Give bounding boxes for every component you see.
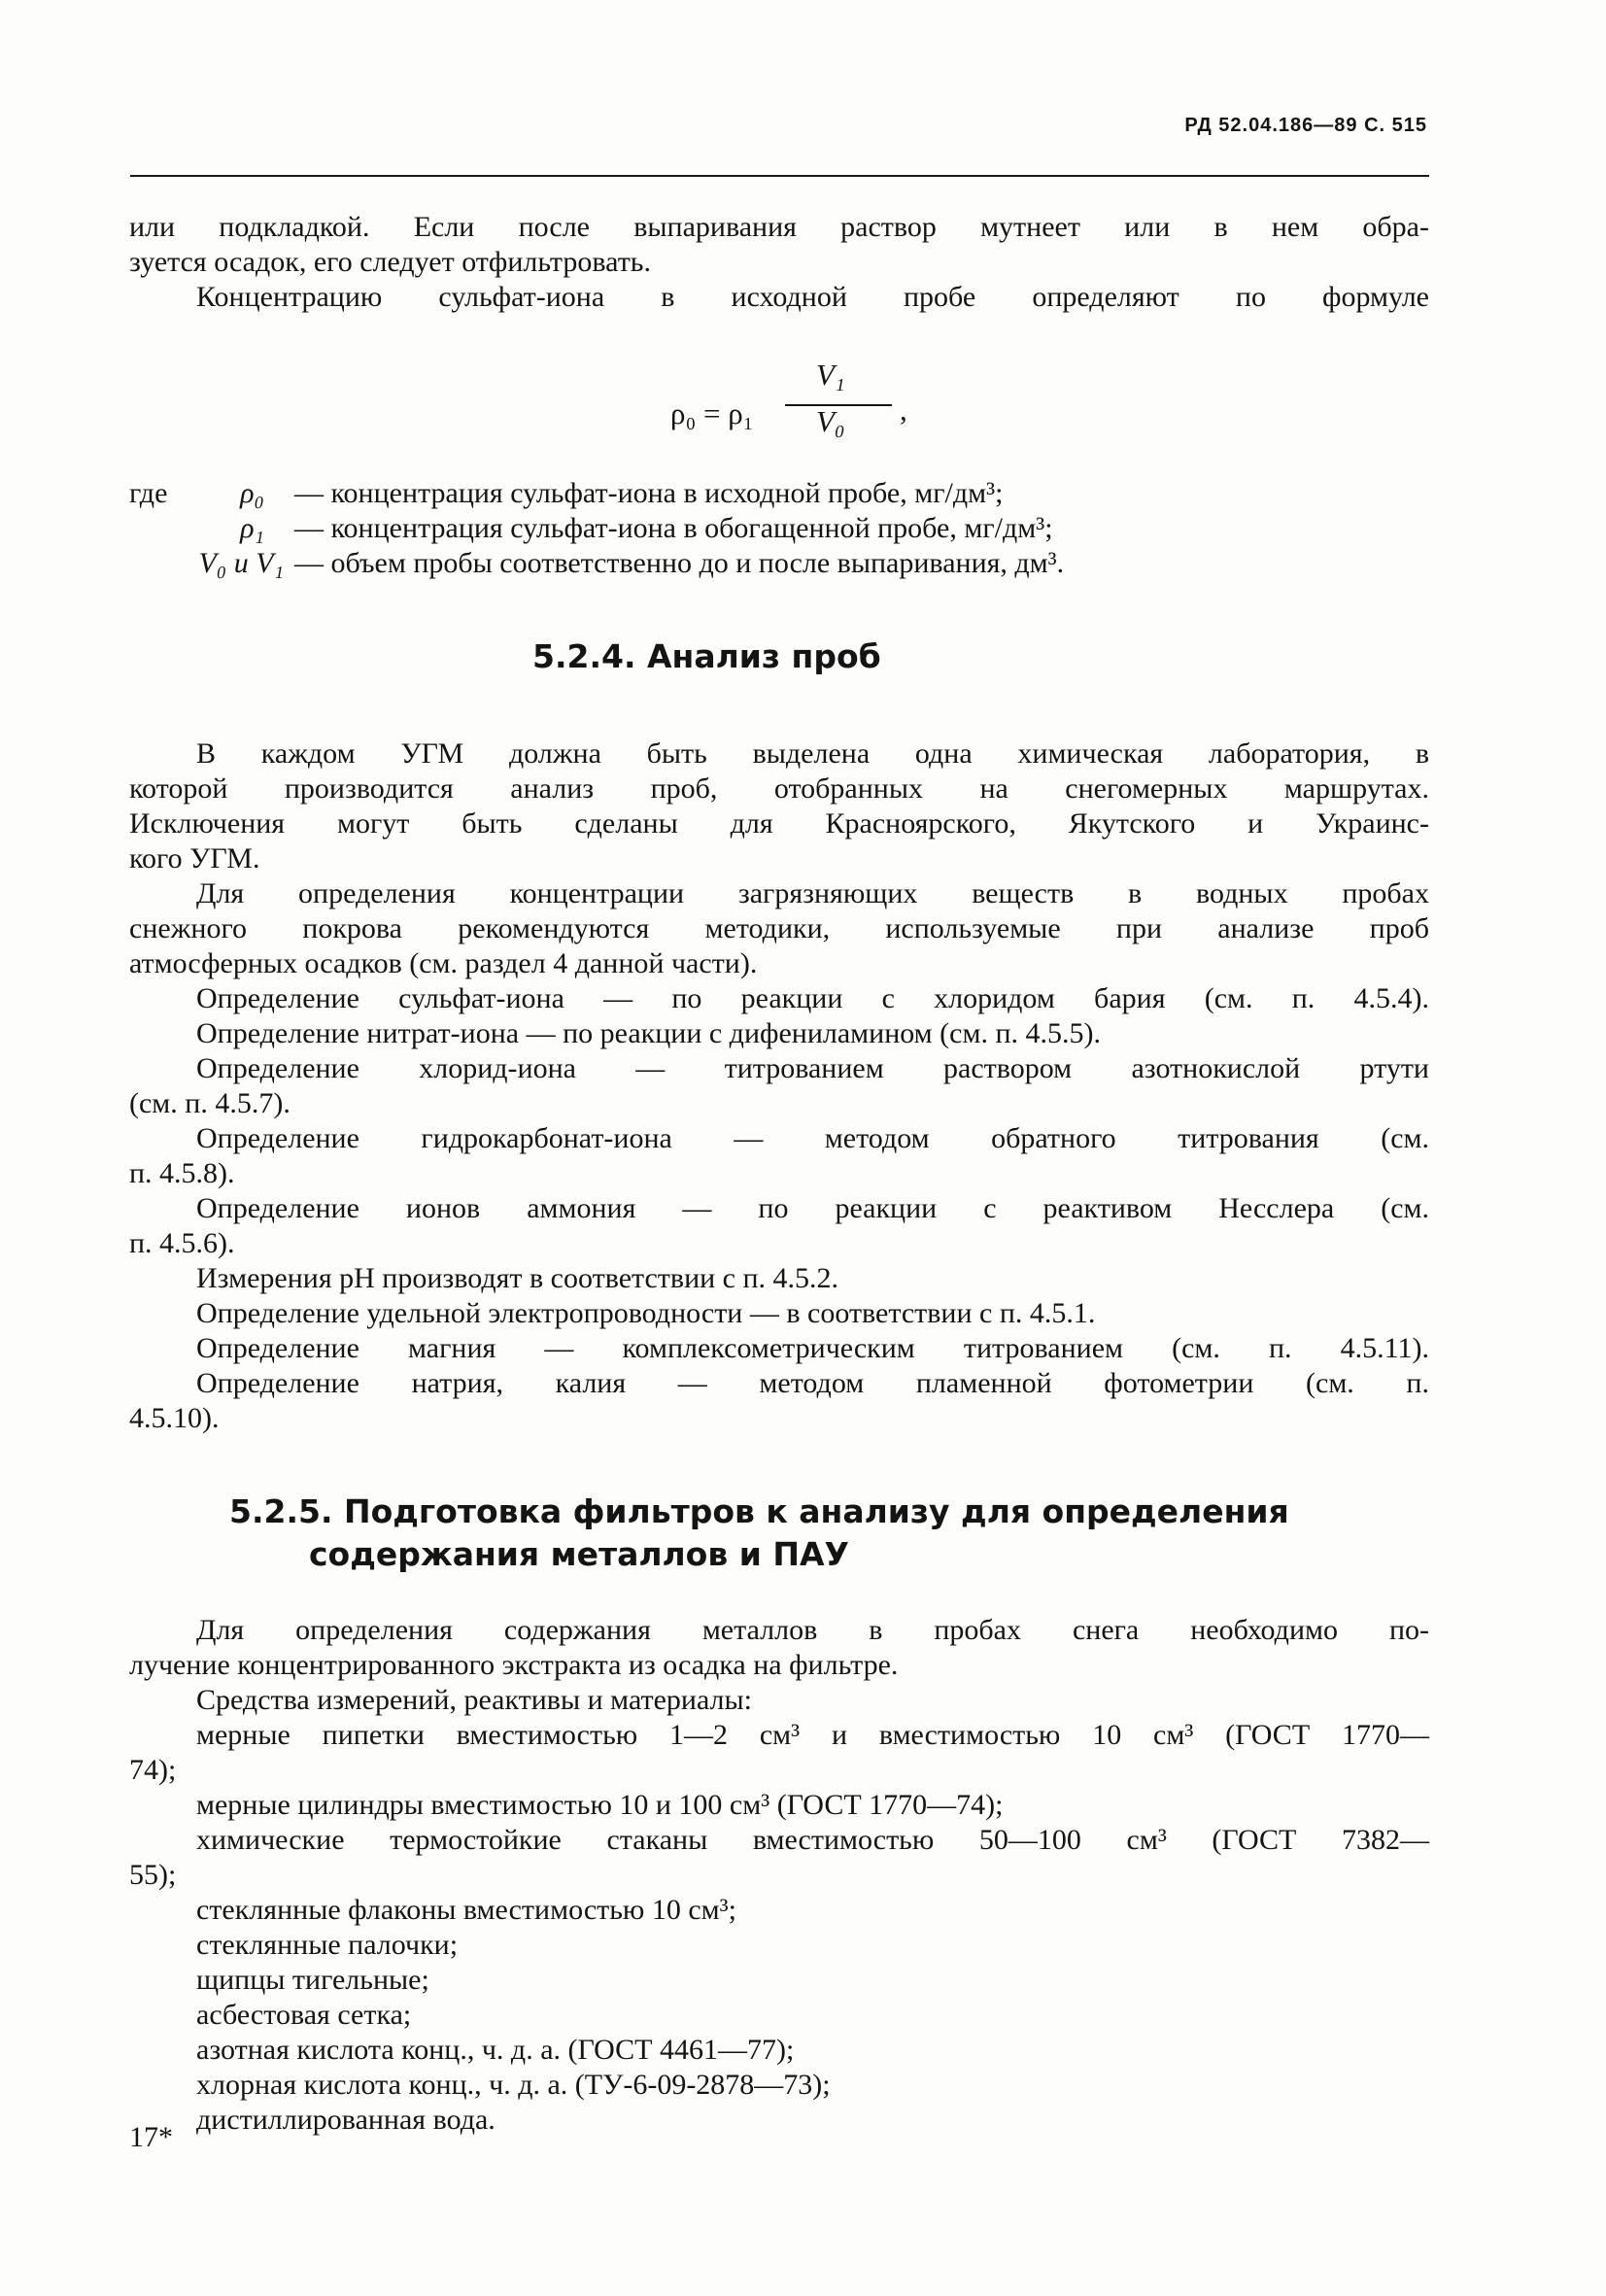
paragraph-line: лучение концентрированного экстракта из осадка на фильтре. [129, 1649, 899, 1681]
paragraph-line: которой производится анализ проб, отобранных на снегомерных маршрутах. [129, 772, 1429, 805]
definition-text: — концентрация сульфат-иона в исходной пробе, мг/дм³; [294, 477, 1004, 509]
sulfate-formula [670, 358, 942, 464]
paragraph-line: азотная кислота конц., ч. д. а. (ГОСТ 4461—77); [196, 2034, 795, 2066]
paragraph-line: зуется осадок, его следует отфильтровать. [129, 246, 651, 278]
paragraph-line: Определение ионов аммония — по реакции с реактивом Несслера (см. [196, 1192, 1429, 1224]
paragraph-line: атмосферных осадков (см. раздел 4 данной части). [129, 947, 758, 979]
formula-numerator: V₁ [816, 358, 845, 392]
definition-text: — концентрация сульфат-иона в обогащенной пробе, мг/дм³; [294, 512, 1053, 544]
paragraph-line: снежного покрова рекомендуются методики, используемые при анализе проб [129, 912, 1429, 944]
paragraph-line: стеклянные палочки; [196, 1929, 459, 1961]
section-heading-5-2-4: 5.2.4. Анализ проб [532, 637, 881, 675]
definition-symbol: V₀ и V₁ [198, 547, 284, 579]
paragraph-line: щипцы тигельные; [196, 1964, 429, 1996]
paragraph-line: В каждом УГМ должна быть выделена одна химическая лаборатория, в [196, 737, 1429, 770]
paragraph-line: Определение магния — комплексометрическим титрованием (см. п. 4.5.11). [196, 1332, 1429, 1364]
paragraph-line: Для определения содержания металлов в пробах снега необходимо по- [196, 1614, 1429, 1646]
paragraph-line: 55); [129, 1859, 177, 1891]
paragraph-line: хлорная кислота конц., ч. д. а. (ТУ-6-09-2878—73); [196, 2069, 831, 2101]
paragraph-line: асбестовая сетка; [196, 1999, 412, 2031]
paragraph-line: химические термостойкие стаканы вместимостью 50—100 см³ (ГОСТ 7382— [196, 1824, 1429, 1856]
paragraph-line: или подкладкой. Если после выпаривания раствор мутнеет или в нем обра- [129, 211, 1429, 243]
formula-denominator: V₀ [816, 404, 845, 438]
paragraph-line: п. 4.5.8). [129, 1157, 235, 1189]
formula-comma: , [900, 393, 907, 427]
paragraph-line: Исключения могут быть сделаны для Красноярского, Якутского и Украинс- [129, 807, 1429, 840]
paragraph-line: дистиллированная вода. [196, 2104, 495, 2136]
paragraph-line: Определение гидрокарбонат-иона — методом обратного титрования (см. [196, 1122, 1429, 1154]
section-heading-5-2-5: 5.2.5. Подготовка фильтров к анализу для определения [229, 1492, 1289, 1530]
paragraph-line: (см. п. 4.5.7). [129, 1087, 290, 1119]
paragraph-line: Определение удельной электропроводности — в соответствии с п. 4.5.1. [196, 1297, 1096, 1329]
definition-prefix: где [129, 477, 168, 509]
formula-lhs: ρ₀ = ρ₁ [670, 396, 754, 430]
paragraph-line: Концентрацию сульфат-иона в исходной пробе определяют по формуле [196, 281, 1429, 313]
paragraph-line: Определение натрия, калия — методом пламенной фотометрии (см. п. [196, 1367, 1429, 1399]
paragraph-line: кого УГМ. [129, 842, 260, 874]
paragraph-line: стеклянные флаконы вместимостью 10 см³; [196, 1894, 736, 1926]
paragraph-line: мерные цилиндры вместимостью 10 и 100 см³ (ГОСТ 1770—74); [196, 1789, 1004, 1821]
page-header: РД 52.04.186—89 С. 515 [1184, 115, 1427, 136]
paragraph-line: 4.5.10). [129, 1402, 220, 1434]
paragraph-line: Измерения pH производят в соответствии с п. 4.5.2. [196, 1262, 839, 1294]
section-heading-5-2-5-cont: содержания металлов и ПАУ [309, 1535, 849, 1573]
paragraph-line: 74); [129, 1754, 177, 1786]
definition-symbol: ρ₀ [240, 477, 264, 509]
paragraph-line: Определение сульфат-иона — по реакции с хлоридом бария (см. п. 4.5.4). [196, 982, 1429, 1014]
page-footer-mark: 17* [129, 2121, 173, 2153]
paragraph-line: мерные пипетки вместимостью 1—2 см³ и вместимостью 10 см³ (ГОСТ 1770— [196, 1719, 1429, 1751]
definition-text: — объем пробы соответственно до и после выпаривания, дм³. [294, 547, 1065, 579]
definition-symbol: ρ₁ [240, 512, 264, 544]
paragraph-line: Для определения концентрации загрязняющих веществ в водных пробах [196, 877, 1429, 909]
paragraph-line: п. 4.5.6). [129, 1227, 235, 1259]
paragraph-line: Средства измерений, реактивы и материалы: [196, 1684, 753, 1716]
paragraph-line: Определение хлорид-иона — титрованием раствором азотнокислой ртути [196, 1052, 1429, 1084]
header-rule [130, 175, 1429, 177]
paragraph-line: Определение нитрат-иона — по реакции с дифениламином (см. п. 4.5.5). [196, 1017, 1101, 1049]
